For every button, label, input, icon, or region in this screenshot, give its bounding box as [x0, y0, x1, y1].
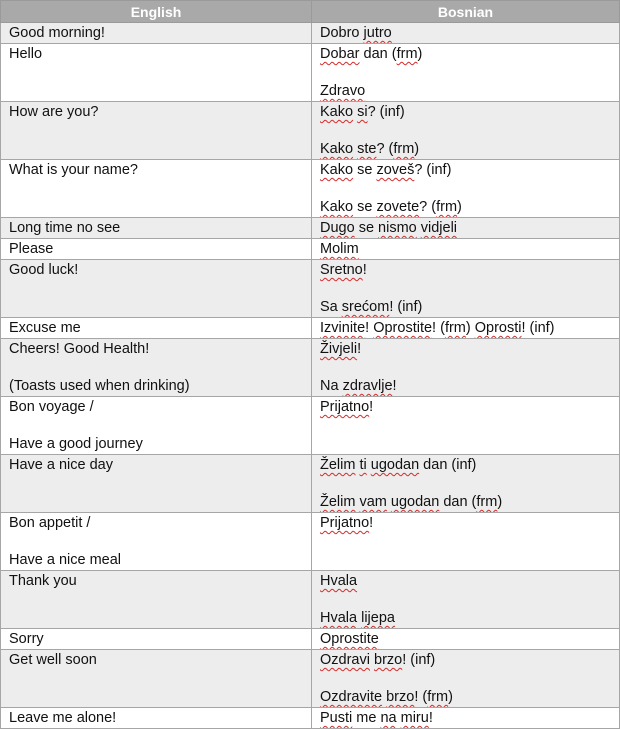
- phrase-text: ? (inf): [414, 162, 452, 178]
- table-row: [1, 160, 620, 218]
- line-gap: [320, 358, 612, 377]
- english-phrase: Leave me alone!: [9, 710, 117, 726]
- spellcheck-flagged-word: Oprostite: [320, 631, 379, 647]
- spellcheck-flagged-word: Dugo: [320, 220, 355, 236]
- phrase-text: !: [428, 710, 433, 726]
- english-cell: [1, 650, 312, 708]
- table-row: [1, 571, 620, 629]
- spellcheck-flagged-word: vidjeli: [420, 220, 458, 236]
- english-phrase: What is your name?: [9, 162, 138, 178]
- bosnian-phrase: [320, 688, 612, 706]
- bosnian-cell: [312, 260, 620, 318]
- table-row: [1, 650, 620, 708]
- spellcheck-flagged-word: ugodan: [370, 457, 420, 473]
- phrase-text: !: [357, 341, 362, 357]
- english-phrase: Hello: [9, 46, 43, 62]
- english-cell: [1, 397, 312, 455]
- bosnian-phrase: [320, 319, 612, 337]
- english-cell: [1, 513, 312, 571]
- bosnian-phrase: [320, 651, 612, 669]
- bosnian-phrase: [320, 572, 612, 590]
- spellcheck-flagged-word: Izvinite: [320, 320, 366, 336]
- bosnian-cell: [312, 571, 620, 629]
- table-row: [1, 102, 620, 160]
- bosnian-cell: [312, 513, 620, 571]
- bosnian-cell: [312, 44, 620, 102]
- phrase-text: !: [369, 399, 374, 415]
- spellcheck-flagged-word: ste: [357, 141, 377, 157]
- english-phrase: Have a nice day: [9, 457, 113, 473]
- phrase-text: se: [353, 199, 377, 215]
- table-row: [1, 44, 620, 102]
- english-phrase: Good luck!: [9, 262, 79, 278]
- phrase-text: Dobro: [320, 25, 364, 41]
- phrase-text: ! (inf): [521, 320, 555, 336]
- table-row: [1, 260, 620, 318]
- english-cell: [1, 23, 312, 44]
- line-gap: [320, 590, 612, 609]
- line-gap: [320, 179, 612, 198]
- bosnian-phrase: [320, 398, 612, 416]
- spellcheck-flagged-word: frm: [393, 141, 415, 157]
- spellcheck-flagged-word: zdravlje: [342, 378, 393, 394]
- spellcheck-flagged-word: na: [380, 710, 397, 726]
- english-cell: [1, 102, 312, 160]
- bosnian-cell: [312, 318, 620, 339]
- spellcheck-flagged-word: frm: [396, 46, 418, 62]
- spellcheck-flagged-word: Prijatno: [320, 399, 370, 415]
- bosnian-phrase: [320, 340, 612, 358]
- phrase-text: ! (: [432, 320, 445, 336]
- spellcheck-flagged-word: frm: [476, 494, 498, 510]
- english-phrase: Have a good journey: [9, 436, 143, 452]
- phrase-text: ? (: [376, 141, 394, 157]
- spellcheck-flagged-word: zoveš: [376, 162, 415, 178]
- english-cell: [1, 629, 312, 650]
- english-phrase: Get well soon: [9, 652, 97, 668]
- phrase-text: ): [417, 46, 423, 62]
- bosnian-cell: [312, 708, 620, 729]
- spellcheck-flagged-word: Kako: [320, 162, 354, 178]
- bosnian-phrase: [320, 140, 612, 158]
- english-cell: [1, 455, 312, 513]
- line-gap: [320, 474, 612, 493]
- phrase-text: ): [497, 494, 503, 510]
- bosnian-phrase: [320, 514, 612, 532]
- phrase-text: ? (: [419, 199, 437, 215]
- spellcheck-flagged-word: Želim: [320, 494, 356, 510]
- spellcheck-flagged-word: brzo: [386, 689, 415, 705]
- bosnian-phrase: [320, 493, 612, 511]
- spellcheck-flagged-word: frm: [436, 199, 458, 215]
- spellcheck-flagged-word: Kako: [320, 104, 354, 120]
- spellcheck-flagged-word: jutro: [363, 25, 392, 41]
- spellcheck-flagged-word: Živjeli: [320, 341, 358, 357]
- table-row: [1, 455, 620, 513]
- line-gap: [9, 358, 304, 377]
- english-cell: [1, 260, 312, 318]
- spellcheck-flagged-word: Prijatno: [320, 515, 370, 531]
- bosnian-phrase: [320, 82, 612, 100]
- table-row: [1, 397, 620, 455]
- english-phrase: Excuse me: [9, 320, 81, 336]
- phrase-text: ? (inf): [367, 104, 405, 120]
- spellcheck-flagged-word: frm: [427, 689, 449, 705]
- english-cell: [1, 239, 312, 260]
- phrase-text: dan (: [359, 46, 397, 62]
- bosnian-phrase: [320, 219, 612, 237]
- line-gap: [9, 416, 304, 435]
- english-column-header: English: [1, 1, 312, 23]
- bosnian-cell: [312, 629, 620, 650]
- spellcheck-flagged-word: Zdravo: [320, 83, 366, 99]
- english-cell: [1, 708, 312, 729]
- bosnian-cell: [312, 650, 620, 708]
- phrase-text: se: [353, 162, 377, 178]
- spellcheck-flagged-word: Kako: [320, 199, 354, 215]
- bosnian-column-header: Bosnian: [312, 1, 620, 23]
- spellcheck-flagged-word: Kako: [320, 141, 354, 157]
- english-cell: [1, 160, 312, 218]
- phrase-text: ! (inf): [389, 299, 423, 315]
- table-row: [1, 239, 620, 260]
- spellcheck-flagged-word: Molim: [320, 241, 359, 257]
- english-cell: [1, 44, 312, 102]
- phrase-text: ): [465, 320, 475, 336]
- spellcheck-flagged-word: Sretno: [320, 262, 363, 278]
- spellcheck-flagged-word: ugodan: [390, 494, 440, 510]
- bosnian-cell: [312, 397, 620, 455]
- table-row: [1, 318, 620, 339]
- spellcheck-flagged-word: zovete: [376, 199, 420, 215]
- phrase-text: ! (inf): [402, 652, 436, 668]
- english-phrase: Thank you: [9, 573, 77, 589]
- bosnian-cell: [312, 339, 620, 397]
- phrase-text: Sa: [320, 299, 342, 315]
- table-row: [1, 513, 620, 571]
- table-row: [1, 23, 620, 44]
- bosnian-phrase: [320, 456, 612, 474]
- spellcheck-flagged-word: Hvala: [320, 573, 358, 589]
- bosnian-phrase: [320, 198, 612, 216]
- phrase-text: Na: [320, 378, 343, 394]
- phrase-text: !: [369, 515, 374, 531]
- bosnian-phrase: [320, 630, 612, 648]
- spellcheck-flagged-word: nismo: [378, 220, 417, 236]
- table-row: [1, 708, 620, 729]
- line-gap: [320, 669, 612, 688]
- spellcheck-flagged-word: Želim: [320, 457, 356, 473]
- spellcheck-flagged-word: Oprosti: [474, 320, 522, 336]
- bosnian-cell: [312, 218, 620, 239]
- bosnian-phrase: [320, 609, 612, 627]
- bosnian-phrase: [320, 377, 612, 395]
- phrase-text: !: [392, 378, 397, 394]
- spellcheck-flagged-word: si: [357, 104, 368, 120]
- line-gap: [320, 279, 612, 298]
- english-phrase: Cheers! Good Health!: [9, 341, 150, 357]
- phrase-text: dan (inf): [419, 457, 477, 473]
- english-cell: [1, 339, 312, 397]
- spellcheck-flagged-word: Oprostite: [373, 320, 433, 336]
- bosnian-cell: [312, 102, 620, 160]
- spellcheck-flagged-word: srećom: [341, 299, 390, 315]
- english-phrase: Sorry: [9, 631, 44, 647]
- phrase-text: me: [352, 710, 381, 726]
- phrase-text: ! (: [414, 689, 428, 705]
- english-cell: [1, 318, 312, 339]
- english-phrase: Good morning!: [9, 25, 105, 41]
- english-phrase: (Toasts used when drinking): [9, 378, 190, 394]
- spellcheck-flagged-word: Ozdravite: [320, 689, 383, 705]
- phrase-text: ): [457, 199, 462, 215]
- table-row: [1, 339, 620, 397]
- bosnian-phrase: [320, 103, 612, 121]
- english-phrase: Please: [9, 241, 54, 257]
- english-phrase: Bon appetit /: [9, 515, 91, 531]
- line-gap: [320, 63, 612, 82]
- spellcheck-flagged-word: frm: [444, 320, 466, 336]
- table-row: [1, 629, 620, 650]
- english-phrase: Long time no see: [9, 220, 121, 236]
- phrase-text: se: [354, 220, 379, 236]
- line-gap: [320, 121, 612, 140]
- spellcheck-flagged-word: Dobar: [320, 46, 360, 62]
- header-row: [1, 1, 620, 23]
- english-phrase: Bon voyage /: [9, 399, 94, 415]
- phrase-text: !: [365, 320, 374, 336]
- spellcheck-flagged-word: brzo: [374, 652, 403, 668]
- spellcheck-flagged-word: Pusti: [320, 710, 353, 726]
- spellcheck-flagged-word: vam: [359, 494, 387, 510]
- bosnian-phrase: [320, 24, 612, 42]
- bosnian-phrase: [320, 161, 612, 179]
- phrase-table-body: [1, 23, 620, 729]
- spellcheck-flagged-word: lijepa: [361, 610, 395, 626]
- phrase-text: ): [414, 141, 420, 157]
- bosnian-phrase: [320, 261, 612, 279]
- english-phrase: How are you?: [9, 104, 99, 120]
- phrase-text: dan (: [439, 494, 477, 510]
- english-cell: [1, 571, 312, 629]
- bosnian-cell: [312, 239, 620, 260]
- bosnian-cell: [312, 160, 620, 218]
- table-row: [1, 218, 620, 239]
- phrase-text: !: [362, 262, 367, 278]
- bosnian-cell: [312, 23, 620, 44]
- bosnian-phrase: [320, 709, 612, 727]
- bosnian-cell: [312, 455, 620, 513]
- line-gap: [9, 532, 304, 551]
- english-cell: [1, 218, 312, 239]
- phrase-text: ): [448, 689, 453, 705]
- english-phrase: Have a nice meal: [9, 552, 122, 568]
- spellcheck-flagged-word: Hvala: [320, 610, 358, 626]
- bosnian-phrase: [320, 240, 612, 258]
- spellcheck-flagged-word: miru: [400, 710, 429, 726]
- spellcheck-flagged-word: Ozdravi: [320, 652, 370, 668]
- spellcheck-flagged-word: ti: [359, 457, 367, 473]
- bosnian-phrase: [320, 298, 612, 316]
- bosnian-phrase: [320, 45, 612, 63]
